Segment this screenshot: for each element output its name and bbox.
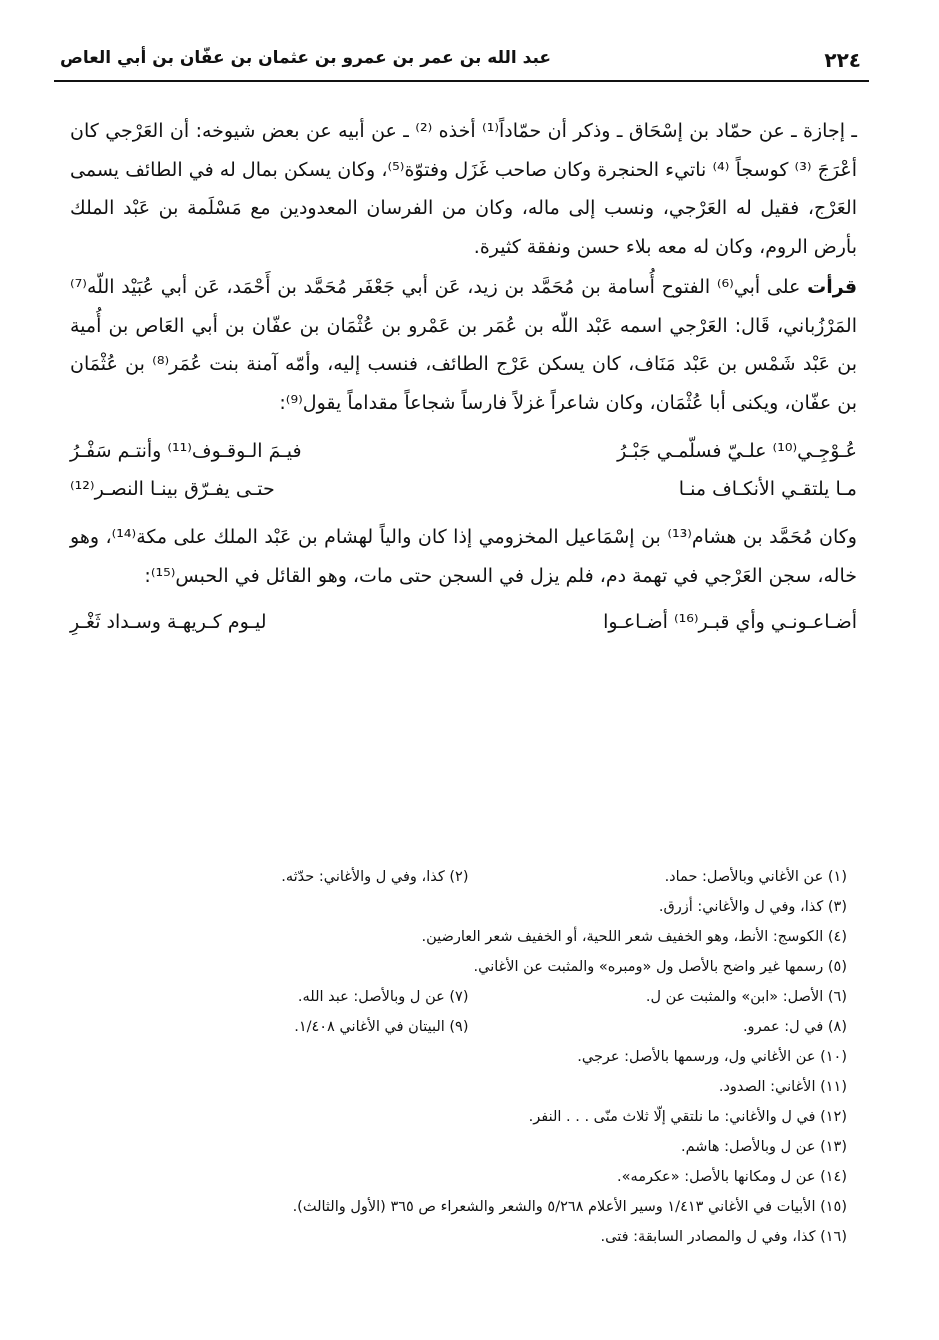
footnote: (١٣) عن ل وبالأصل: هاشم. [681,1139,847,1155]
footnote-row [90,1102,847,1132]
footnote: (١) عن الأغاني وبالأصل: حماد. [664,869,847,885]
verse-second-hemistich: حتـى يفـرّق بينـا النصـر⁽¹²⁾ [70,478,275,500]
footnote-row [90,1162,847,1192]
main-text [70,112,857,641]
poem [70,432,857,508]
footnote: (٦) الأصل: «ابن» والمثبت عن ل. [645,989,847,1005]
footnote: (٨) في ل: عمرو. [742,1019,847,1035]
footnote: (١٢) في ل والأغاني: ما نلتقي إلّا ثلاث منّى . . . النفر. [528,1109,847,1125]
footnote: (٣) كذا، وفي ل والأغاني: أزرق. [658,899,847,915]
page-number: ٢٢٤ [824,48,861,72]
footnote-row [90,862,847,892]
footnote-row [90,1132,847,1162]
footnote: (٩) البيتان في الأغاني ١/٤٠٨. [294,1019,469,1035]
footnote: (١٦) كذا، وفي ل والمصادر السابقة: فتى. [600,1229,847,1245]
footnote-row [90,1192,847,1222]
header-rule [54,80,869,82]
verse-second-hemistich: فيـمَ الـوقـوف⁽¹¹⁾ وأنتـم سَفْـرُ [70,440,302,462]
footnote-row [90,982,847,1012]
footnote: (١٤) عن ل ومكانها بالأصل: «عكرمه». [617,1169,847,1185]
footnote-row [90,1012,847,1042]
paragraph-2 [70,268,857,422]
paragraph-lead-word: قرأت [807,276,858,298]
footnote-row [90,1042,847,1072]
footnotes [90,862,847,1252]
page-header [54,40,869,80]
footnote-row [90,892,847,922]
paragraph-2-text: على أبي⁽⁶⁾ الفتوح أُسامة بن مُحَمَّد بن زيد، عَن أبي جَعْفَر مُحَمَّد بن أَحْمَد، عَن أبي عُبَيْد اللّه⁽⁷⁾ المَرْزُباني، قَال: العَرْجي اسمه عَبْد اللّه بن عُمَر بن عَمْرو بن عُثْمَان بن عفّان بن أبي العَاص بن أُمية بن عَبْد شَمْس بن عَبْد مَنَاف، كان يسكن عَرْج الطائف، فنسب إليه، وأمّه آمنة بنت عُمَر⁽⁸⁾ بن عُثْمَان بن عفّان، ويكنى أبا عُثْمَان، وكان شاعراً غزلاً فارساً شجاعاً مقداماً يقول⁽⁹⁾: [70,276,857,414]
verse-line [70,432,857,470]
final-verse-line [70,603,857,641]
footnote: (٥) رسمها غير واضح بالأصل ول «ومبره» والمثبت عن الأغاني. [473,959,847,975]
footnote-row [90,1072,847,1102]
verse-first-hemistich: أضـاعـونـي وأي قبـر⁽¹⁶⁾ أضـاعـوا [603,611,857,633]
running-title: عبد الله بن عمر بن عمرو بن عثمان بن عفّان بن أبي العاص [60,48,552,68]
verse-first-hemistich: مـا يلتقـي الأنكـاف منـا [678,478,857,500]
footnote: (٢) كذا، وفي ل والأغاني: حدّثه. [281,869,469,885]
paragraph-3: وكان مُحَمَّد بن هشام⁽¹³⁾ بن إسْمَاعيل المخزومي إذا كان والياً لهشام بن عَبْد الملك على مكة⁽¹⁴⁾، وهو خاله، سجن العَرْجي في تهمة دم، فلم يزل في السجن حتى مات، وهو القائل في الحبس⁽¹⁵⁾: [70,526,857,587]
footnote: (٤) الكوسج: الأنط، وهو الخفيف شعر اللحية، أو الخفيف شعر العارضين. [421,929,847,945]
footnote: (١١) الأغاني: الصدود. [718,1079,847,1095]
verse-second-hemistich: ليـوم كـريهـة وسـداد ثَغْـرِ [70,611,267,633]
verse-first-hemistich: عُـوْجِـي⁽¹⁰⁾ علـيّ فسلّمـي جَبْـرُ [617,440,857,462]
footnote-row [90,922,847,952]
footnote-row [90,1222,847,1252]
footnote: (١٥) الأبيات في الأغاني ١/٤١٣ وسير الأعلام ٥/٢٦٨ والشعر والشعراء ص ٣٦٥ (الأول والثالث). [292,1199,847,1215]
footnote: (٧) عن ل وبالأصل: عبد الله. [297,989,469,1005]
footnote-row [90,952,847,982]
footnote: (١٠) عن الأغاني ول، ورسمها بالأصل: عرجي. [577,1049,847,1065]
verse-line [70,470,857,508]
paragraph-1: ـ إجازة ـ عن حمّاد بن إسْحَاق ـ وذكر أن حمّاداً⁽¹⁾ أخذه ⁽²⁾ ـ عن أبيه عن بعض شيوخه: أن العَرْجي كان أعْرَجَ ⁽³⁾ كوسجاً ⁽⁴⁾ ناتيء الحنجرة وكان صاحب غَزَل وفتوّة⁽⁵⁾، وكان يسكن بمال له في الطائف يسمى العَرْج، فقيل له العَرْجي، ونسب إلى ماله، وكان من الفرسان المعدودين مع مَسْلَمة بن عَبْد الملك بأرض الروم، وكان له معه بلاء حسن ونفقة كثيرة. [70,120,858,258]
